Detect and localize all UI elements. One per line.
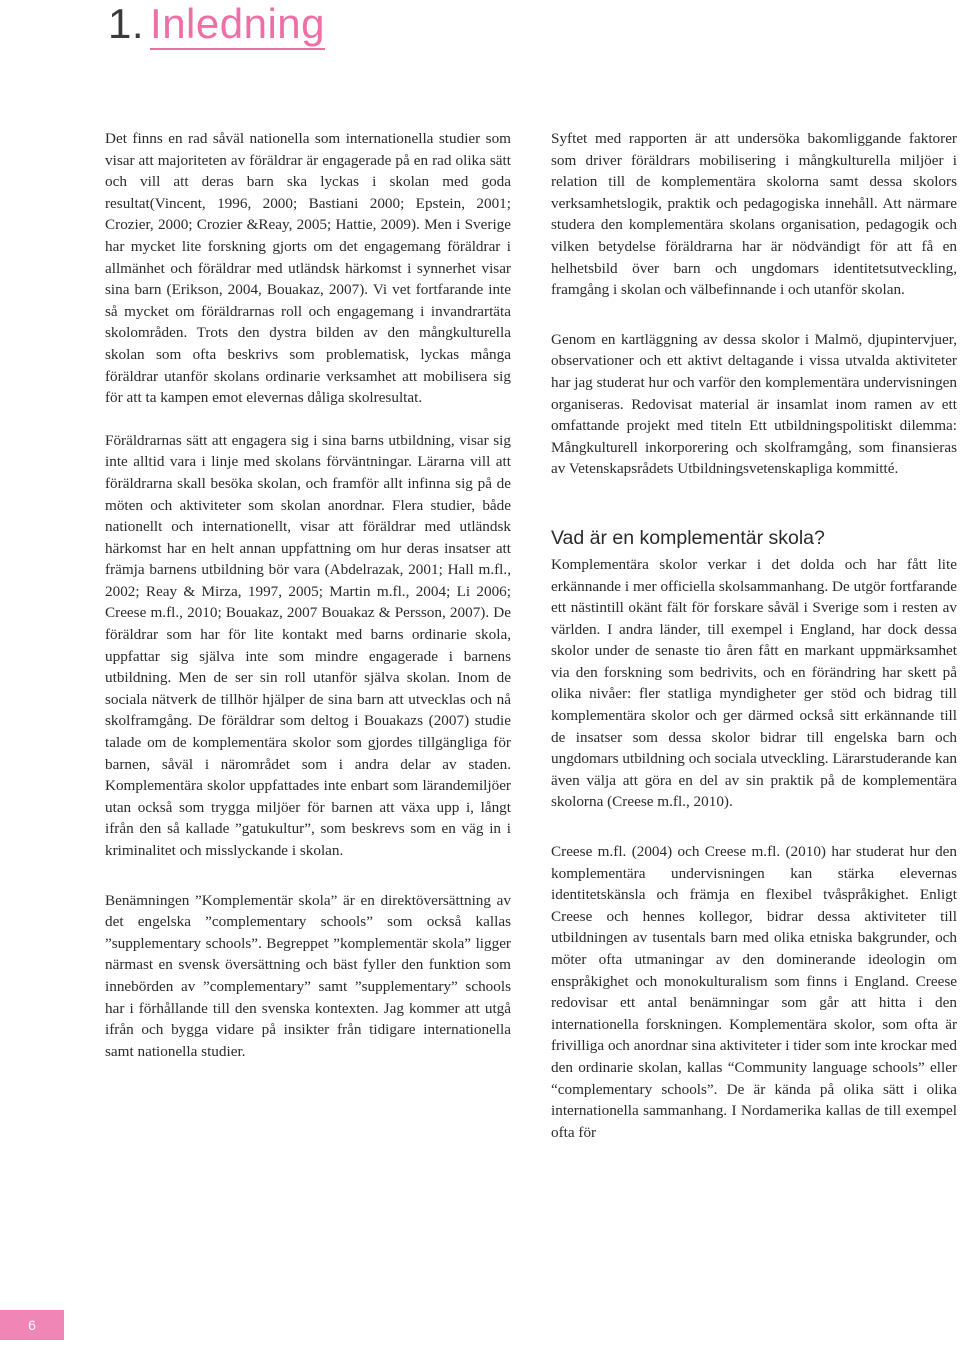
right-column	[551, 128, 957, 1143]
left-paragraph-1: Det finns en rad såväl nationella som internationella studier som visar att majoriteten av föräldrar är engagerade på en rad olika sätt och vill att deras barn ska lyckas i skolan med goda resultat(Vincent, 1996, 2000; Bastiani 2000; Epstein, 2001; Crozier, 2000; Crozier &Reay, 2005; Hattie, 2009). Men i Sverige har mycket lite forskning gjorts om det engagemang föräldrar i allmänhet och föräldrar med utländsk härkomst i synnerhet visar sina barn (Erikson, 2004, Bouakaz, 2007). Vi vet fortfarande inte så mycket om föräldrarnas roll och engagemang i invandrartäta skolområden. Trots den dystra bilden av den mångkulturella skolan som ofta beskrivs som problematisk, lyckas många föräldrar utanför skolans ordinarie verksamhet att mobilisera sig för att ta kampen emot elevernas dåliga skolresultat.	[105, 130, 511, 407]
right-paragraph-4: Creese m.fl. (2004) och Creese m.fl. (2010) har studerat hur den komplementära undervisningen kan stärka elevernas identitetskänsla och främja en flexibel tvåspråkighet. Enligt Creese och hennes kollegor, bidrar dessa aktiviteter till utbildningen av tusentals barn med olika etniska bakgrunder, och möter ofta utmaningar av den dominerande ideologin om enspråkighet och monokulturalism som finns i England. Creese redovisar ett antal benämningar som går att hitta i den internationella forskningen. Komplementära skolor, som ofta är frivilliga och anordnar sina aktiviteter i tider som inte krockar med den ordinarie skolan, kallas “Community language schools” eller “complementary schools”. De är kända på olika sätt i olika internationella sammanhang. I Nordamerika kallas de till exempel ofta för	[551, 843, 957, 1141]
right-paragraph-3: Komplementära skolor verkar i det dolda och har fått lite erkännande i mer officiella skolsammanhang. De utgör fortfarande ett nästintill okänt fält för forskare såväl i Sverige som i resten av världen. I andra länder, till exempel i England, har dock dessa skolor under de senaste tio åren fått en markant uppmärksamhet via den forskning som bedrivits, och en förändring har skett på olika nivåer: fler statliga myndigheter ger stöd och bidrag till komplementära skolor och ger därmed också sitt erkännande till de insatser som dessa skolor bidrar till engelska barn och ungdomars utbildning och sociala utveckling. Lärarstuderande kan även välja att göra en del av sin praktik på de komplementära skolorna (Creese m.fl., 2010).	[551, 555, 957, 811]
right-paragraph-2: Genom en kartläggning av dessa skolor i Malmö, djupintervjuer, observationer och ett aktivt deltagande i vissa utvalda aktiviteter har jag studerat hur och varför den komplementära undervisningen organiseras. Redovisat material är insamlat inom ramen av ett omfattande projekt med titeln Ett utbildningspolitiskt dilemma: Mångkulturell inkorporering och skolframgång, som finansieras av Vetenskapsrådets Utbildningsvetenskapliga kommitté.	[551, 330, 957, 478]
left-paragraph-2: Föräldrarnas sätt att engagera sig i sina barns utbildning, visar sig inte alltid vara i linje med skolans förväntningar. Lärarna vill att föräldrarna skall besöka skolan, och framför allt infinna sig på de möten och aktiviteter som skolan anordnar. Flera studier, både nationellt och internationellt, visar att föräldrar med utländsk härkomst har en helt annan uppfattning om hur deras insatser att främja barnens utbildning bör vara (Abdelrazak, 2001; Hall m.fl., 2002; Reay & Mirza, 1997, 2005; Martin m.fl., 2004; Li 2006; Creese m.fl., 2010; Bouakaz, 2007 Bouakaz & Persson, 2007). De föräldrar som har för lite kontakt med barns ordinarie skola, uppfattar sig själva inte som mindre engagerade i barnens utbildning. Men de ser sin roll utanför själva skolan. Inom de sociala nätverk de tillhör hjälper de sina barn att utvecklas och nå skolframgång. De föräldrar som deltog i Bouakazs (2007) studie talade om de komplementära skolor som gjordes tillgängliga för barnen, såväl i närområdet som i andra delar av staden. Komplementära skolor uppfattades inte enbart som lärandemiljöer utan också som trygga miljöer för barnen att växa upp i, långt ifrån den så kallade ”gatukultur”, som beskrevs som en väg in i kriminalitet och misslyckande i skolan.	[105, 431, 511, 859]
section-heading: Vad är en komplementär skola?	[551, 526, 825, 549]
page-number: 6	[28, 1317, 36, 1333]
left-paragraph-3: Benämningen ”Komplementär skola” är en direktöversättning av det engelska ”complementary schools” som också kallas ”supplementary schools”. Begreppet ”komplementär skola” ligger närmast en svensk översättning och bäst fyller den funktion som innebörden av ”complementary” samt ”supplementary” schools har i förhållande till den svenska kontexten. Jag kommer att utgå ifrån och bygga vidare på insikter från tidigare internationella samt nationella studier.	[105, 891, 511, 1060]
page-number-badge	[0, 1310, 64, 1340]
chapter-title-text: Inledning	[150, 0, 325, 50]
chapter-title	[108, 2, 325, 46]
chapter-number: 1.	[108, 0, 145, 47]
right-paragraph-1: Syftet med rapporten är att undersöka bakomliggande faktorer som driver föräldrars mobilisering i mångkulturella miljöer i relation till de komplementära skolorna samt dessa skolors verksamhetslogik, praktik och pedagogiska innehåll. Att närmare studera den komplementära skolans organisation, pedagogik och vilken betydelse föräldrarna har är nödvändigt för att få en helhetsbild över barn och ungdomars identitetsutveckling, framgång i skolan och välbefinnande i och utanför skolan.	[551, 130, 957, 299]
left-column	[105, 128, 511, 1062]
